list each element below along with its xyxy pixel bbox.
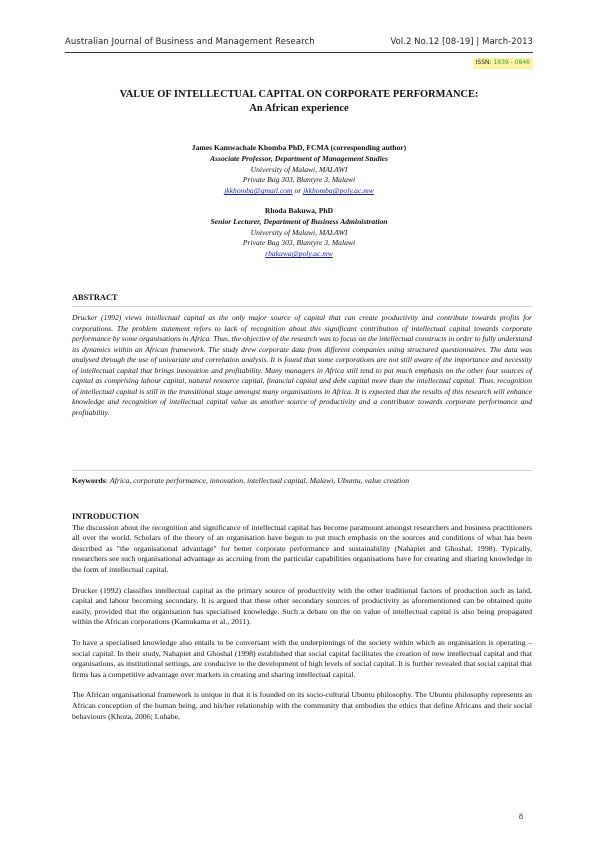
paragraph: The discussion about the recognition and significance of intellectual capital has become paramount amongst researchers and business practitioners all over the world. Scholars of the theory of an organisation have begun to put much emphasis on the sources and conditions of what has been described as "the organisational advantage" for better corporate performance and sustainability (Nahapiet and Ghoshal, 1998). Typically, researchers see such organisational advantage as accruing from the particular capabilities organisations have for creating and sharing knowledge in the form of intellectual capital.	[72, 522, 532, 574]
author-1-university: University of Malawi, MALAWI	[250, 164, 348, 174]
page-number: 8	[519, 812, 523, 821]
keywords-value: Africa, corporate performance, innovation, intellectual capital, Malawi, Ubuntu, value creation	[109, 476, 410, 485]
author-2-position: Senior Lecturer, Department of Business Administration	[210, 216, 388, 226]
title-line-2: An African experience	[249, 103, 349, 114]
author-1-emails	[65, 186, 533, 197]
author-1-email-link-1[interactable]: jkkhomba@gmail.com	[224, 186, 293, 196]
author-1-position: Associate Professor, Department of Management Studies	[209, 153, 389, 163]
keywords-line	[72, 475, 532, 486]
running-header	[65, 36, 533, 50]
keywords-label: Keywords	[72, 476, 106, 485]
introduction-section	[72, 512, 532, 732]
paragraph: Drucker (1992) classifies intellectual capital as the primary source of productivity with the other traditional factors of production such as land, capital and labour becoming secondary. It is argued that these other secondary sources of productivity as aforementioned can be obtained quite easily, provided that the organisation has specialised knowledge. Such a debate on the on value of intellectual capital is also being propagated within the African corporations (Kamukama et al., 2011).	[72, 585, 532, 627]
journal-name: Australian Journal of Business and Management Research	[65, 36, 315, 46]
author-1-email-link-2[interactable]: jkkhomba@poly.ac.mw	[303, 186, 374, 196]
author-1-name: James Kamwachale Khomba PhD, FCMA (corresponding author)	[191, 143, 407, 152]
paper-title	[65, 88, 533, 116]
paragraph: The African organisational framework is unique in that it is founded on its socio-cultural Ubuntu philosophy. The Ubuntu philosophy represents an African conception of the human being, and his/her relationship with the community that embodies the ethics that define Africans and their social behaviours (Khoza, 2006; Luhabe,	[72, 690, 532, 721]
author-2-email-link[interactable]: rbakuwa@poly.ac.mw	[265, 249, 333, 259]
issn-prefix: ISSN:	[475, 59, 492, 66]
author-block	[65, 143, 533, 260]
author-2-address: Private Bag 303, Blantyre 3, Malawi	[242, 238, 356, 248]
abstract-top-rule	[72, 306, 532, 307]
issn-badge	[473, 58, 533, 69]
abstract-text: Drucker (1992) views intellectual capital as the only major source of capital that can create productivity and contribute towards profits for corporations. The problem statement refers to lack of recognition about this significant contribution of intellectual capital towards corporate performance by some organisations in Africa. Thus, the objective of the research was to focus on the intellectual constructs in order to fully understand its dynamics within an African framework. The study drew corporate data from different companies using structured questionnaires. The data was analysed through the use of univariate and correlation analysis. It is found that some corporations are not still aware of the importance and necessity of intellectual capital that brings innovation and profitability. Many managers in Africa still tend to put much emphasis on the other four sources of capital as comprising labour capital, natural resource capital, financial capital and debt capital more than the intellectual capital. Thus, recognition of intellectual capital is still in the transitional stage amongst many organisations in Africa. It is expected that the results of this research will enhance knowledge and recognition of intellectual capital value as another source of productivity and a contributor towards corporate performance and profitability.	[72, 313, 532, 417]
paragraph: To have a specialised knowledge also entails to be conversant with the underpinnings of the society within which an organisation is operating – social capital. In their study, Nahapiet and Ghoshal (1998) established that social capital facilitates the creation of new intellectual capital and that organisations, as institutional settings, are conducive to the development of high levels of social capital. It is further revealed that social capital that firms has a competitive advantage over markets in creating and sharing intellectual capital.	[72, 637, 532, 679]
header-rule	[65, 52, 533, 53]
title-line-1: VALUE OF INTELLECTUAL CAPITAL ON CORPORATE PERFORMANCE:	[119, 89, 479, 100]
email-separator: or	[292, 186, 304, 196]
author-2-university: University of Malawi, MALAWI	[250, 227, 348, 237]
author-2-name: Rhoda Bakuwa, PhD	[264, 205, 334, 215]
abstract-bottom-rule	[72, 470, 532, 471]
keywords-separator: :	[105, 476, 110, 485]
introduction-heading: INTRODUCTION	[72, 512, 140, 521]
issue-info: Vol.2 No.12 [08-19] | March-2013	[390, 36, 533, 46]
abstract-heading: ABSTRACT	[72, 293, 118, 302]
issn-number: 1839 - 0846	[493, 59, 530, 66]
author-2-emails	[65, 249, 533, 260]
author-1-address: Private Bag 303, Blantyre 3, Malawi	[242, 175, 356, 185]
